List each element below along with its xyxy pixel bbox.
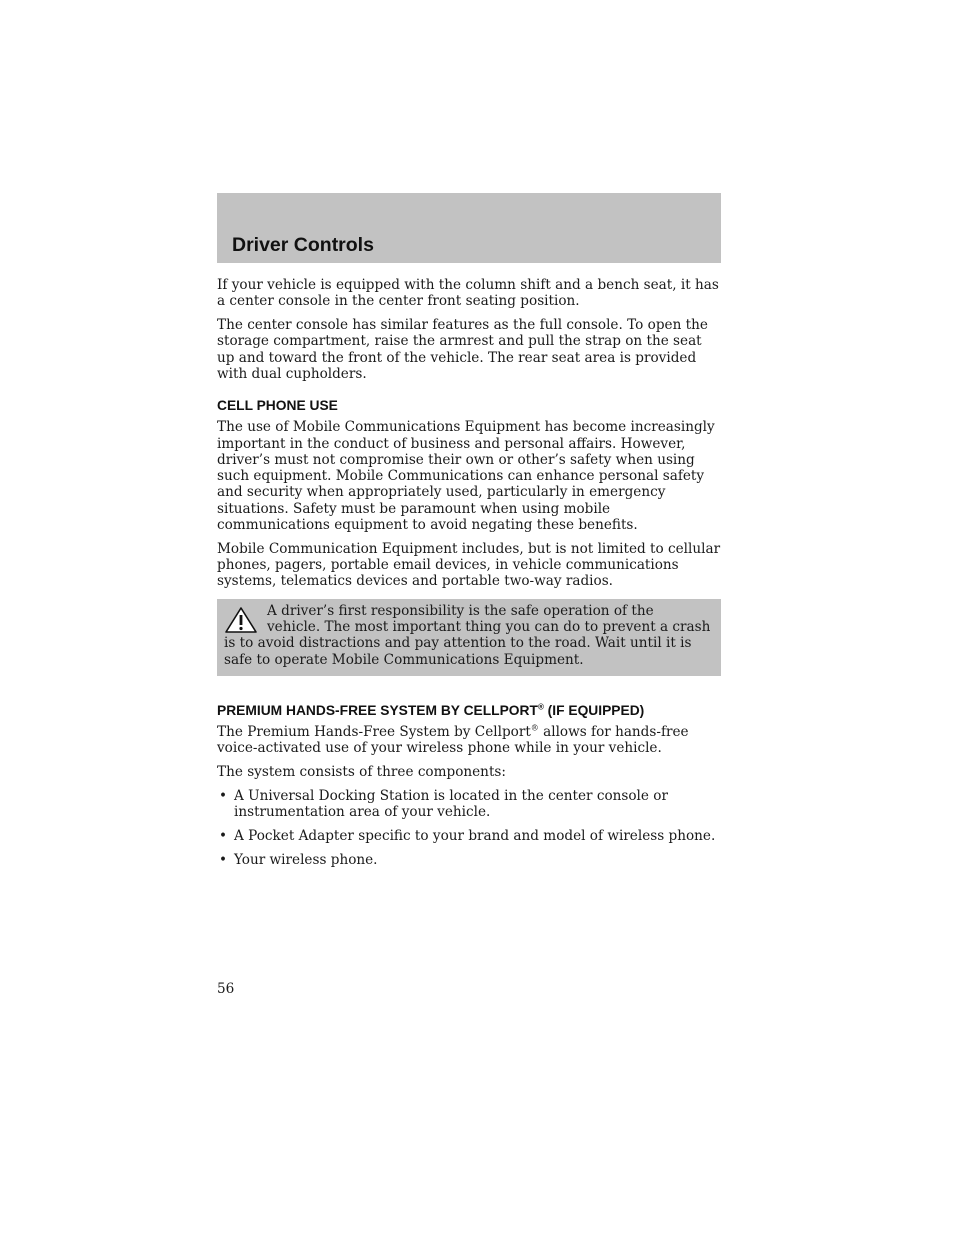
section-title: Driver Controls <box>232 234 374 256</box>
list-item <box>217 852 721 868</box>
bullet-icon: • <box>219 851 228 868</box>
components-list <box>217 788 721 868</box>
registered-mark: ® <box>537 702 544 712</box>
list-item <box>217 788 721 821</box>
warning-text: A driver’s first responsibility is the safe operation of the vehicle. The most important thing you can do to prevent a crash is to avoid distractions and pay attention to the road. Wait until it is safe to operate Mobile Communications Equipment. <box>224 602 711 668</box>
warning-box <box>217 599 721 676</box>
premium-intro-paragraph <box>217 724 721 757</box>
intro-paragraph: If your vehicle is equipped with the column shift and a bench seat, it has a center console in the center front seating position. <box>217 277 719 310</box>
list-item <box>217 828 721 844</box>
premium-heading-main: PREMIUM HANDS-FREE SYSTEM BY CELLPORT <box>217 702 538 718</box>
premium-intro-text: allows for hands-free voice-activated use of your wireless phone while in your vehicle. <box>217 723 689 757</box>
list-item-text: Your wireless phone. <box>234 851 378 868</box>
list-item-text: A Universal Docking Station is located in the center console or instrumentation area of your vehicle. <box>234 787 668 821</box>
components-intro: The system consists of three components: <box>217 764 506 781</box>
list-item-text: A Pocket Adapter specific to your brand and model of wireless phone. <box>234 827 716 844</box>
section-header-band <box>217 193 721 263</box>
intro-paragraph: The center console has similar features as the full console. To open the storage compartment, raise the armrest and pull the strap on the seat up and toward the front of the vehicle. The rear seat area is provided with dual cupholders. <box>217 317 708 382</box>
premium-heading <box>217 702 721 719</box>
bullet-icon: • <box>219 827 228 844</box>
cell-phone-heading: CELL PHONE USE <box>217 398 338 414</box>
registered-mark: ® <box>530 723 539 733</box>
cell-phone-paragraph: Mobile Communication Equipment includes, but is not limited to cellular phones, pagers, portable email devices, in vehicle communications systems, telematics devices and portable two-way radios. <box>217 540 721 590</box>
bullet-icon: • <box>219 787 228 804</box>
cell-phone-paragraph: The use of Mobile Communications Equipment has become increasingly important in the conduct of business and personal affairs. However, driver’s must not compromise their own or other’s safety when using such equipment. Mobile Communications can enhance personal safety and security when appropriately used, particularly in emergency situations. Safety must be paramount when using mobile communications equipment to avoid negating these benefits. <box>217 419 715 534</box>
page-number: 56 <box>217 981 235 997</box>
page-content <box>217 277 721 876</box>
premium-intro-text: The Premium Hands-Free System by Cellport <box>217 723 531 740</box>
warning-triangle-icon <box>224 606 258 634</box>
premium-heading-tail: (IF EQUIPPED) <box>543 702 645 718</box>
